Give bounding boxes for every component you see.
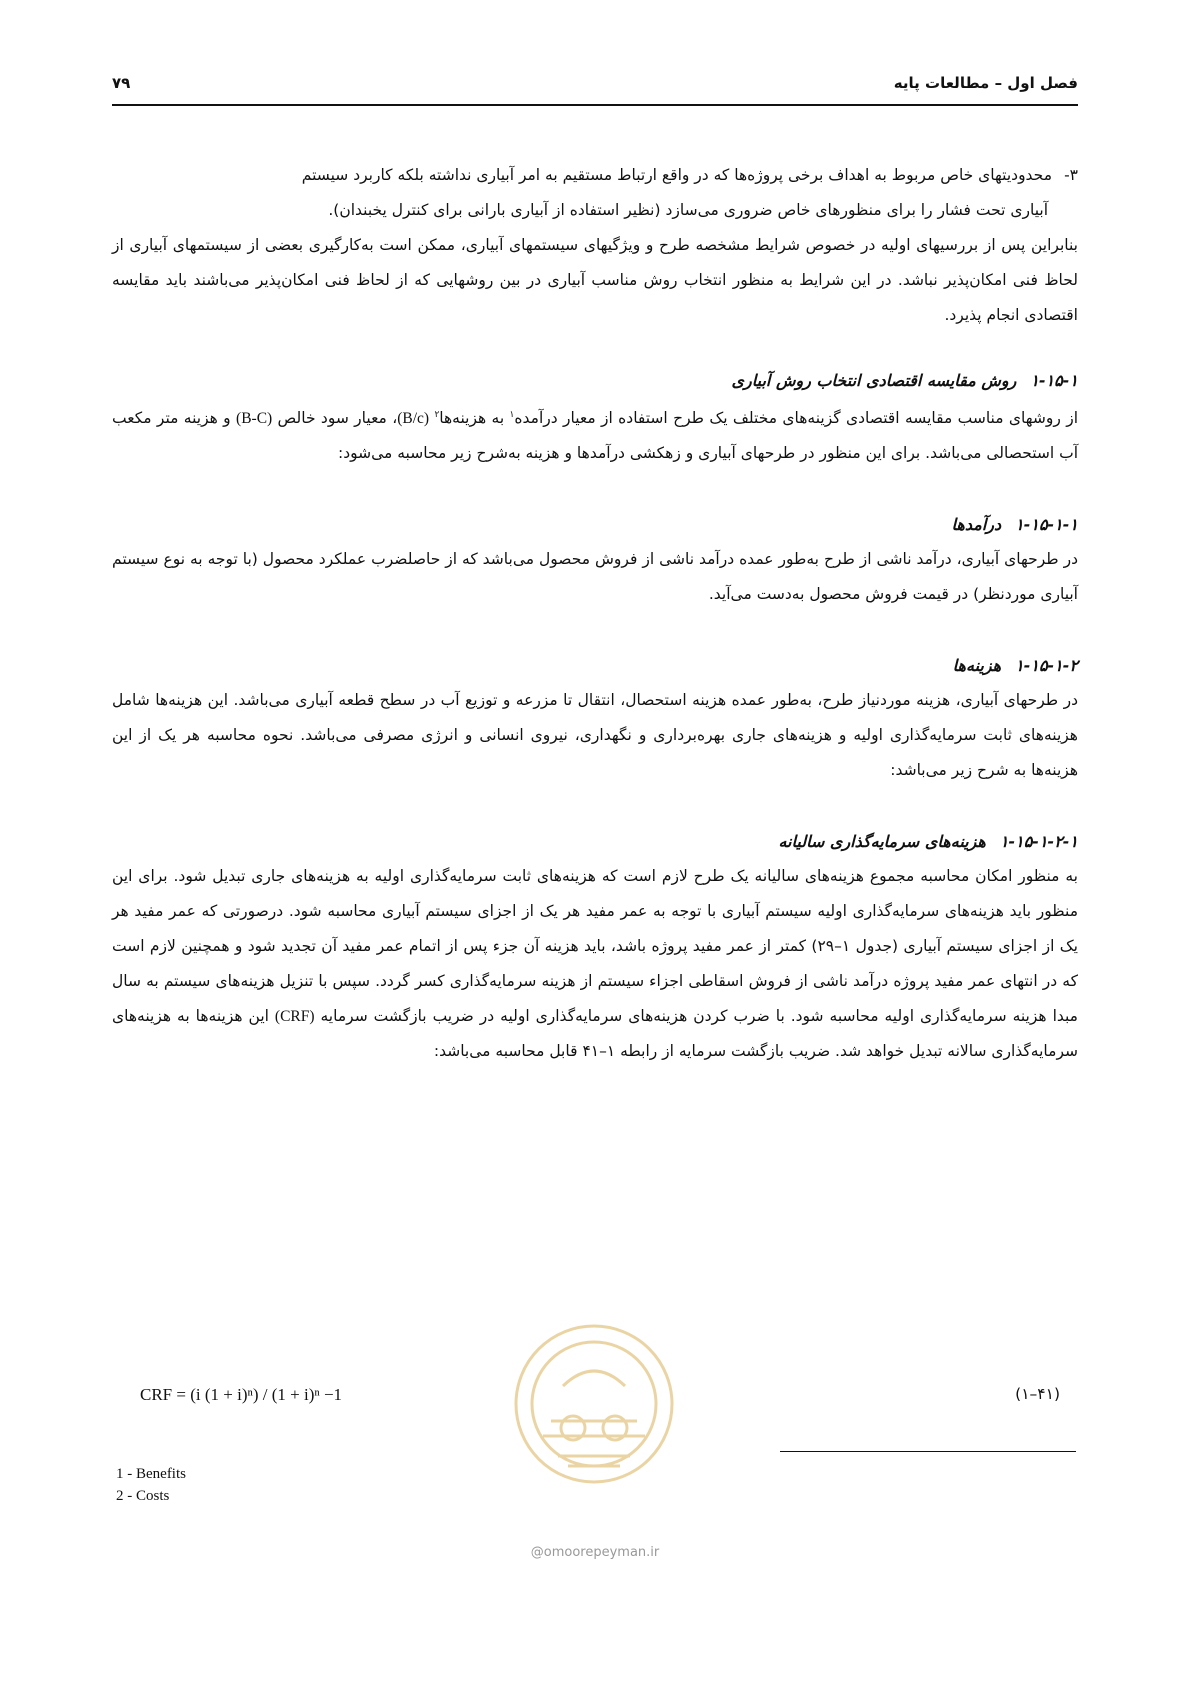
b-minus-c: (B-C) xyxy=(236,410,273,428)
paragraph-section-2: در طرحهای آبیاری، درآمد ناشی از طرح به‌طور عمده درآمد ناشی از فروش محصول می‌باشد که از حاصلضرب عملکرد محصول (با توجه به نوع سیستم آبیاری موردنظر) در قیمت فروش محصول به‌دست می‌آید. xyxy=(112,550,1078,604)
page-header xyxy=(112,70,1078,102)
footnote-2: 2 - Costs xyxy=(116,1488,170,1504)
watermark-seal-icon xyxy=(503,1316,685,1492)
paragraph-section-1 xyxy=(112,398,1078,471)
footnote-rule xyxy=(780,1451,1076,1452)
list-item-line1: محدودیتهای خاص مربوط به اهداف برخی پروژه‌ها که در واقع ارتباط مستقیم به امر آبیاری نداشته بلکه کاربرد سیستم xyxy=(301,166,1052,184)
section-title: هزینه‌ها xyxy=(952,656,1002,676)
text-run: به هزینه‌ها xyxy=(439,409,510,428)
section-number: ۱-۱۵-۱-۲ xyxy=(1015,656,1078,676)
crf-formula: CRF = (i (1 + i)ⁿ) / (1 + i)ⁿ −1 xyxy=(140,1385,343,1404)
text-run: ، معیار سود خالص xyxy=(272,409,398,428)
text-run: و هزینه متر مکعب آب استحصالی می‌باشد. برای این منظور در طرحهای آبیاری و زهکشی درآمدها و هزینه به‌شرح زیر محاسبه می‌شود: xyxy=(112,409,1078,463)
equation-number: (۴۱–۱) xyxy=(1015,1385,1060,1403)
section-number: ۱-۱۵-۱-۲-۱ xyxy=(999,832,1078,852)
text-run: به منظور امکان محاسبه مجموع هزینه‌های سالیانه یک طرح لازم است که هزینه‌های ثابت سرمایه‌گذاری اولیه به هزینه‌های جاری تبدیل شود. برای این منظور باید هزینه‌های سرمایه‌گذاری اولیه سیستم آبیاری با توجه به عمر مفید هر یک از اجزای سیستم آبیاری محاسبه شود. درصورتی که عمر مفید هر یک از اجزای سیستم آبیاری (جدول ۱–۲۹) کمتر از عمر مفید پروژه باشد، باید هزینه آن جزء پس از اتمام عمر مفید آن تجدید شود و همچنین لازم است که در انتهای عمر مفید پروژه درآمد ناشی از فروش اسقاطی اجزاء سیستم از هزینه سرمایه‌گذاری کسر گردد. سپس با تنزیل هزینه‌های سیستم به سال مبدا هزینه سرمایه‌گذاری اولیه محاسبه شود. با ضرب کردن هزینه‌های سرمایه‌گذاری اولیه در ضریب بازگشت سرمایه xyxy=(112,867,1078,1026)
section-title: درآمدها xyxy=(951,515,1002,535)
section-number: ۱-۱۵-۱ xyxy=(1030,371,1078,390)
section-heading-1 xyxy=(112,363,1078,398)
chapter-title: فصل اول – مطالعات پایه xyxy=(893,74,1078,92)
watermark-site: @omoorepeyman.ir xyxy=(530,1545,660,1560)
section-title: هزینه‌های سرمایه‌گذاری سالیانه xyxy=(778,832,986,852)
page-number: ۷۹ xyxy=(112,74,131,92)
text-run: این هزینه‌ها به هزینه‌های سرمایه‌گذاری سالانه تبدیل خواهد شد. ضریب بازگشت سرمایه از رابطه ۱–۴۱ قابل محاسبه می‌باشد: xyxy=(112,1007,1078,1061)
list-item-line2: آبیاری تحت فشار را برای منظورهای خاص ضروری می‌سازد (نظیر استفاده از آبیاری بارانی برای کنترل یخبندان). xyxy=(328,201,1048,219)
section-title: روش مقایسه اقتصادی انتخاب روش آبیاری xyxy=(731,371,1017,390)
list-item-3 xyxy=(112,158,1078,228)
footnote-ref-1: ۱ xyxy=(509,410,515,420)
footnotes xyxy=(116,1463,186,1507)
section-heading-4 xyxy=(112,824,1078,859)
crf-abbrev: (CRF) xyxy=(274,1008,315,1026)
section-heading-3 xyxy=(112,648,1078,683)
paragraph-intro: بنابراین پس از بررسیهای اولیه در خصوص شرایط مشخصه طرح و ویژگیهای سیستمهای آبیاری، ممکن است به‌کارگیری بعضی از سیستمهای آبیاری از لحاظ فنی امکان‌پذیر نباشد. در این شرایط به منظور انتخاب روش مناسب آبیاری در بین روشهایی که از لحاظ فنی امکان‌پذیر می‌باشند باید مقایسه اقتصادی انجام پذیرد. xyxy=(112,236,1078,324)
paragraph-section-4 xyxy=(112,859,1078,1069)
page-body xyxy=(112,158,1078,1069)
footnote-1: 1 - Benefits xyxy=(116,1466,186,1482)
paragraph-section-3: در طرحهای آبیاری، هزینه موردنیاز طرح، به‌طور عمده هزینه استحصال، انتقال تا مزرعه و توزیع آب در سطح قطعه آبیاری می‌باشد. این هزینه‌ها شامل هزینه‌های ثابت سرمایه‌گذاری اولیه و هزینه‌های جاری بهره‌برداری و نگهداری، نیروی انسانی و انرژی مصرفی می‌باشد. نحوه محاسبه هر یک از این هزینه‌ها به شرح زیر می‌باشد: xyxy=(112,691,1078,780)
footnote-ref-2: ۲ xyxy=(434,410,440,420)
text-run: از روشهای مناسب مقایسه اقتصادی گزینه‌های مختلف یک طرح استفاده از معیار درآمده xyxy=(514,409,1078,428)
section-number: ۱-۱۵-۱-۱ xyxy=(1015,515,1078,535)
list-item-number: ۳- xyxy=(1064,166,1078,184)
header-rule xyxy=(112,104,1078,106)
bc-ratio: (B/c) xyxy=(397,410,430,428)
section-heading-2 xyxy=(112,507,1078,542)
